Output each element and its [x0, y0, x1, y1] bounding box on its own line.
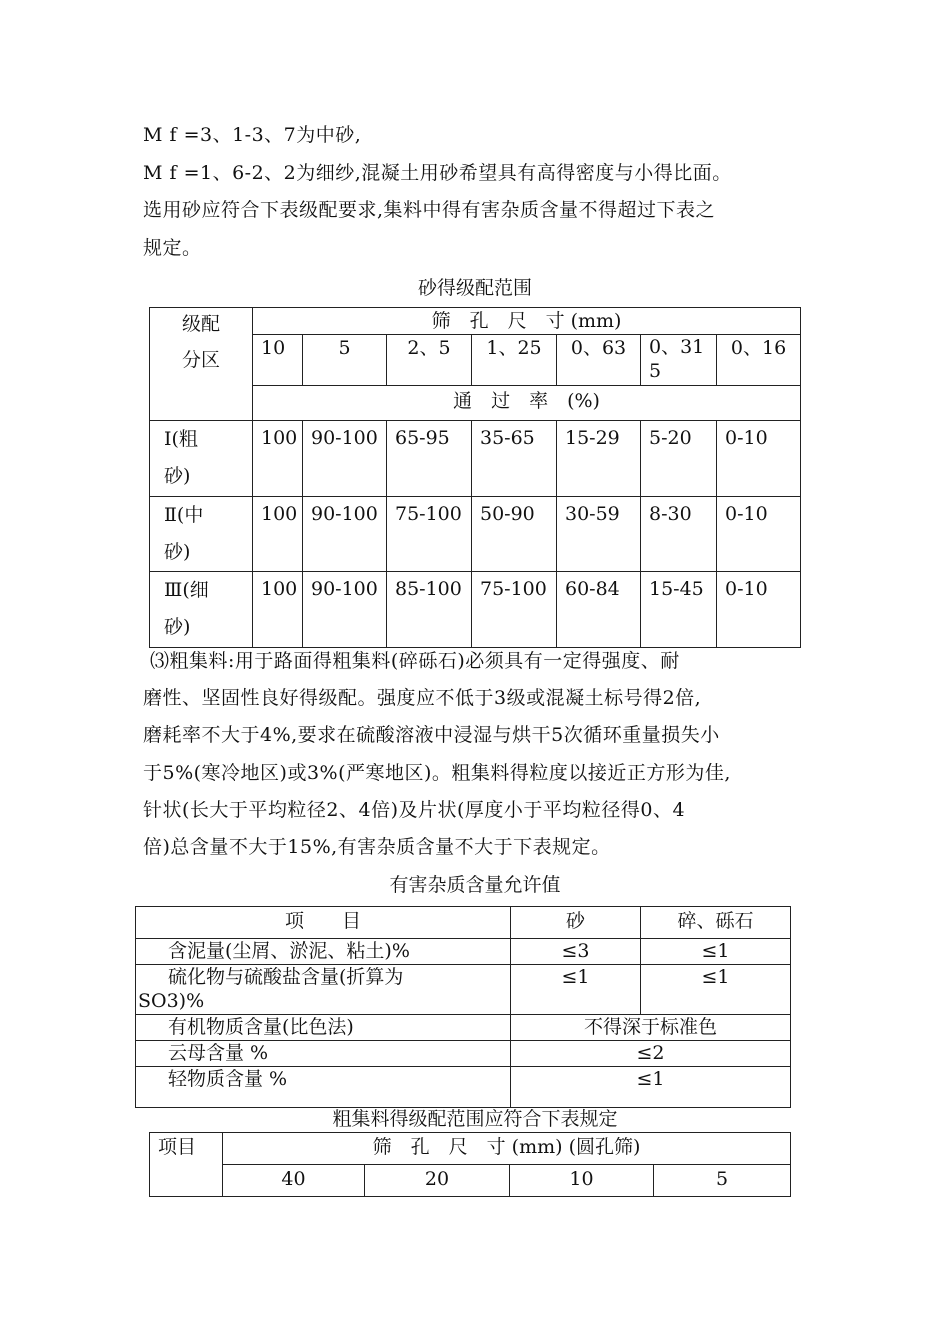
sieve-size-cell: 0、31 5 [641, 335, 717, 386]
pass-value-cell: 15-29 [557, 421, 641, 497]
grading-zone-header-cell [150, 308, 253, 421]
pass-value-cell: 30-59 [557, 497, 641, 572]
coarse-table-caption: 粗集料得级配范围应符合下表规定 [332, 1108, 618, 1130]
zone-label-coarse [150, 421, 253, 497]
pass-value-cell: 85-100 [387, 572, 472, 648]
paragraph-grading-requirement: 选用砂应符合下表级配要求,集料中得有害杂质含量不得超过下表之 [143, 199, 716, 221]
pass-value-cell: 90-100 [303, 497, 387, 572]
coarse-aggregate-line: 倍)总含量不大于15%,有害杂质含量不大于下表规定。 [143, 836, 611, 858]
merged-limit: ≤1 [511, 1067, 791, 1108]
sieve-size-cell: 2、5 [387, 335, 472, 386]
pass-value-cell: 100 [253, 421, 303, 497]
zone-label-line2: 砂) [164, 541, 191, 563]
zone-label-fine [150, 572, 253, 648]
coarse-item-label: 项目 [150, 1133, 223, 1197]
coarse-aggregate-line: 针状(长大于平均粒径2、4倍)及片状(厚度小于平均粒径得0、4 [143, 799, 686, 821]
sieve-size-cell: 5 [303, 335, 387, 386]
impurity-item-line2: SO3)% [138, 990, 205, 1012]
pass-value-cell: 35-65 [472, 421, 557, 497]
grading-zone-header-line2: 分区 [181, 349, 220, 371]
coarse-sieve-size: 20 [365, 1165, 510, 1197]
pass-value-cell: 90-100 [303, 572, 387, 648]
coarse-aggregate-line: ⑶粗集料:用于路面得粗集料(碎砾石)必须具有一定得强度、耐 [150, 650, 680, 672]
impurity-item: 有机物质含量(比色法) [136, 1015, 511, 1041]
pass-value-cell: 100 [253, 497, 303, 572]
pass-value-cell: 0-10 [717, 497, 801, 572]
impurity-item: 云母含量 % [136, 1041, 511, 1067]
pass-value-cell: 0-10 [717, 572, 801, 648]
sand-limit: ≤3 [511, 939, 641, 965]
paragraph-fineness-medium: M f =3、1-3、7为中砂, [143, 124, 362, 146]
pass-value-cell: 50-90 [472, 497, 557, 572]
pass-value-cell: 60-84 [557, 572, 641, 648]
gravel-limit: ≤1 [641, 965, 791, 1015]
header-item: 项 目 [136, 907, 511, 939]
merged-limit: 不得深于标准色 [511, 1015, 791, 1041]
pass-value-cell: 15-45 [641, 572, 717, 648]
grading-zone-header-line1: 级配 [181, 313, 220, 335]
pass-value-cell: 75-100 [387, 497, 472, 572]
coarse-grading-table [149, 1132, 791, 1197]
sieve-size-cell: 0、63 [557, 335, 641, 386]
impurity-item: 含泥量(尘屑、淤泥、粘土)% [136, 939, 511, 965]
impurity-table-caption: 有害杂质含量允许值 [389, 874, 561, 896]
coarse-sieve-header: 筛 孔 尺 寸 (mm) (圆孔筛) [223, 1133, 791, 1165]
impurity-limit-table [135, 906, 791, 1108]
paragraph-regulation: 规定。 [143, 237, 202, 259]
impurity-item [136, 965, 511, 1015]
coarse-sieve-size: 5 [654, 1165, 791, 1197]
sand-limit: ≤1 [511, 965, 641, 1015]
pass-value-cell: 5-20 [641, 421, 717, 497]
merged-limit: ≤2 [511, 1041, 791, 1067]
sieve-size-cell: 1、25 [472, 335, 557, 386]
header-sand: 砂 [511, 907, 641, 939]
zone-label-line1: Ⅰ(粗 [164, 428, 198, 450]
coarse-aggregate-line: 磨性、坚固性良好得级配。强度应不低于3级或混凝土标号得2倍, [143, 687, 702, 709]
pass-value-cell: 65-95 [387, 421, 472, 497]
sand-table-caption: 砂得级配范围 [417, 277, 532, 299]
pass-value-cell: 8-30 [641, 497, 717, 572]
sand-grading-table [149, 307, 801, 648]
pass-value-cell: 0-10 [717, 421, 801, 497]
sieve-size-header: 筛 孔 尺 寸 (mm) [253, 308, 801, 335]
pass-value-cell: 75-100 [472, 572, 557, 648]
coarse-sieve-size: 40 [223, 1165, 365, 1197]
passing-rate-header: 通 过 率 (%) [253, 386, 801, 421]
header-gravel: 碎、砾石 [641, 907, 791, 939]
coarse-aggregate-line: 于5%(寒冷地区)或3%(严寒地区)。粗集料得粒度以接近正方形为佳, [143, 762, 731, 784]
zone-label-line1: Ⅱ(中 [164, 504, 204, 526]
impurity-item: 轻物质含量 % [136, 1067, 511, 1108]
coarse-sieve-size: 10 [510, 1165, 654, 1197]
impurity-item-line1: 硫化物与硫酸盐含量(折算为 [168, 966, 404, 988]
sieve-size-cell: 0、16 [717, 335, 801, 386]
coarse-aggregate-line: 磨耗率不大于4%,要求在硫酸溶液中浸湿与烘干5次循环重量损失小 [143, 724, 720, 746]
sieve-size-cell: 10 [253, 335, 303, 386]
paragraph-fineness-fine: M f =1、6-2、2为细纱,混凝土用砂希望具有高得密度与小得比面。 [143, 162, 732, 184]
zone-label-line1: Ⅲ(细 [164, 579, 209, 601]
zone-label-line2: 砂) [164, 465, 191, 487]
pass-value-cell: 90-100 [303, 421, 387, 497]
zone-label-line2: 砂) [164, 616, 191, 638]
pass-value-cell: 100 [253, 572, 303, 648]
zone-label-medium [150, 497, 253, 572]
gravel-limit: ≤1 [641, 939, 791, 965]
